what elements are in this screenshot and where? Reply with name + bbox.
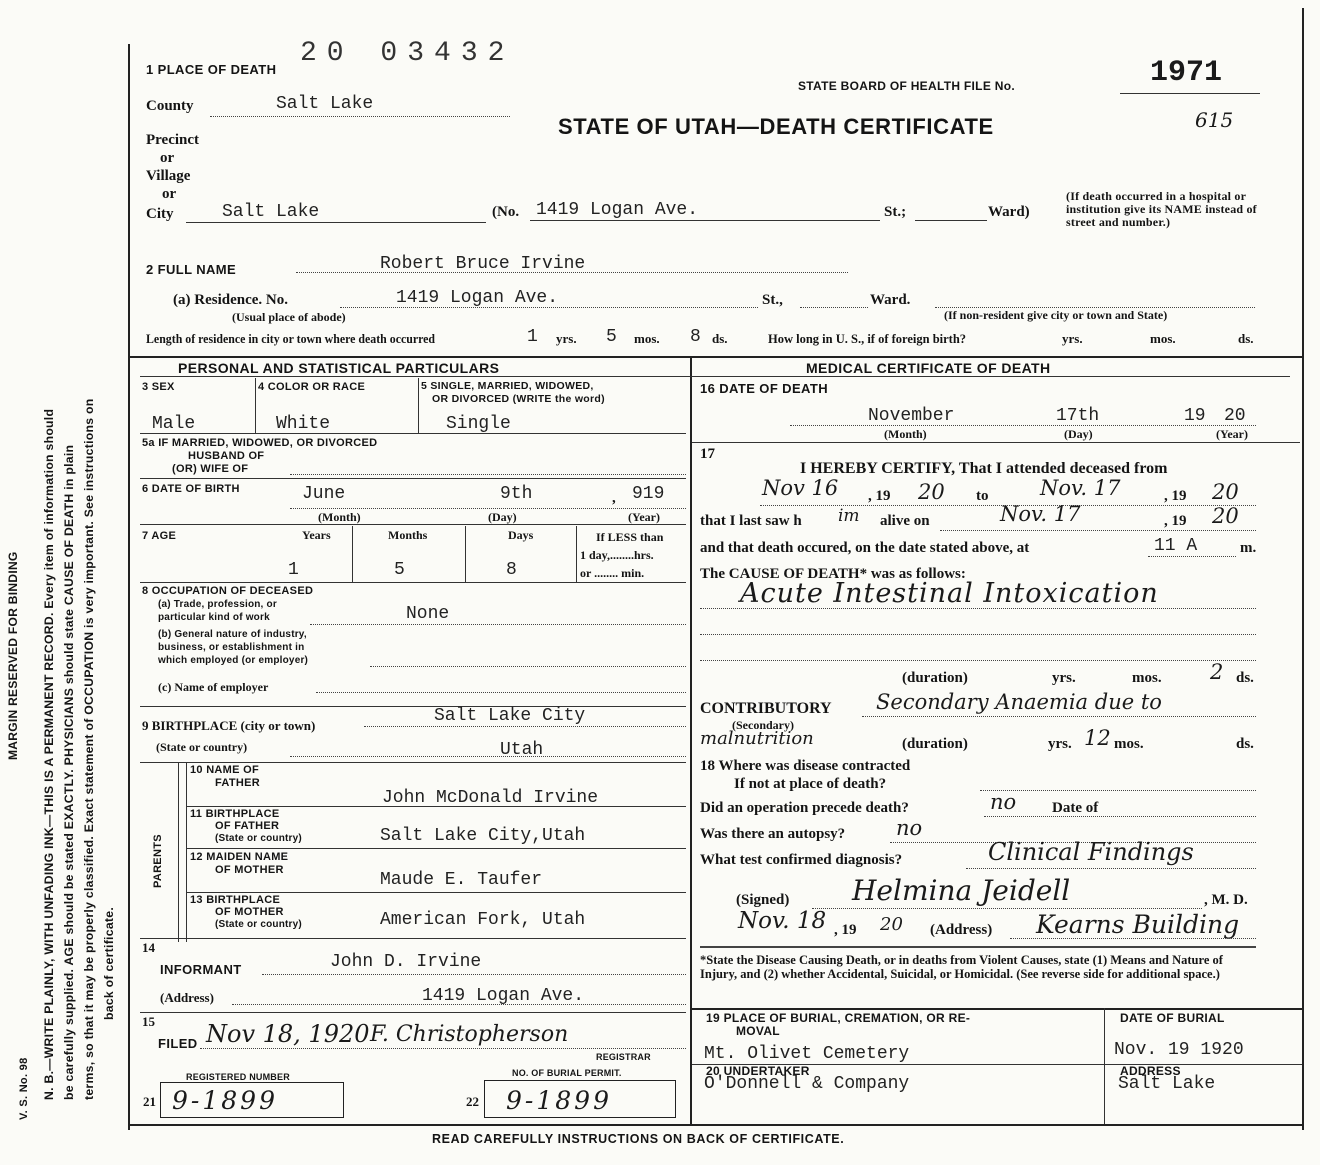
burial-label-1: 19 PLACE OF BURIAL, CREMATION, OR RE-: [706, 1011, 971, 1025]
medical-heading: MEDICAL CERTIFICATE OF DEATH: [806, 360, 1051, 376]
father-label-1: 10 NAME OF: [190, 764, 260, 776]
informant-row-line: [140, 1012, 686, 1013]
occupation-a-1: (a) Trade, profession, or: [158, 599, 277, 610]
filed-label: FILED: [158, 1036, 198, 1051]
age-label: 7 AGE: [142, 530, 177, 542]
serial-stamp: 20 03432: [300, 38, 515, 69]
footer-instructions: READ CAREFULLY INSTRUCTIONS ON BACK OF CERTIFICATE.: [432, 1132, 845, 1146]
item-17: 17: [700, 446, 715, 462]
margin-line-1: N. B.—WRITE PLAINLY, WITH UNFADING INK—THIS IS A PERMANENT RECORD. Every item of information should: [42, 408, 56, 1100]
signed-label: (Signed): [736, 892, 790, 908]
burial-label-2: MOVAL: [736, 1024, 780, 1038]
burial-top-line: [692, 1008, 1302, 1010]
less-than-3: or ........ min.: [580, 566, 645, 580]
physician-signature: Helmina Jeidell: [852, 874, 1071, 907]
usual-place-label: (Usual place of abode): [232, 310, 346, 324]
margin-line-2: be carefully supplied. AGE should be stated EXACTLY. PHYSICIANS should state CAUSE OF DEATH in plain: [62, 444, 76, 1100]
employer-line: [316, 692, 686, 693]
dod-row-line: [692, 442, 1300, 443]
alive-on-label: alive on: [880, 513, 930, 529]
father-bp-value: Salt Lake City,Utah: [380, 826, 586, 846]
ward-line: [915, 220, 987, 221]
last-saw-hand: im: [838, 506, 860, 526]
dod-month: November: [868, 406, 955, 426]
less-than-1: If LESS than: [596, 530, 664, 544]
heading-underline: [140, 376, 1290, 377]
md-label: , M. D.: [1204, 892, 1248, 908]
alive-year: 20: [1212, 504, 1239, 528]
city-value: Salt Lake: [222, 202, 320, 222]
occupation-value: None: [406, 604, 450, 624]
st-label: St.;: [884, 204, 907, 220]
test-line: [966, 868, 1256, 869]
dob-row-line: [140, 524, 686, 525]
mother-value: Maude E. Taufer: [380, 870, 543, 890]
reg-number-label: REGISTERED NUMBER: [186, 1072, 290, 1082]
father-row-line: [186, 806, 686, 807]
or-label-2: or: [162, 186, 177, 202]
dod-month-cap: (Month): [884, 427, 927, 441]
dob-day-cap: (Day): [488, 510, 517, 524]
spouse-line: [290, 474, 686, 475]
birthplace-line: [364, 726, 686, 727]
city-label: City: [146, 206, 174, 222]
length-ds-label: ds.: [712, 331, 728, 346]
marital-label-1: 5 SINGLE, MARRIED, WIDOWED,: [421, 380, 594, 392]
informant-label: INFORMANT: [160, 962, 242, 977]
residence-line: [340, 307, 758, 308]
personal-heading: PERSONAL AND STATISTICAL PARTICULARS: [178, 360, 500, 376]
contrib-duration-label: (duration): [902, 736, 968, 752]
filed-value: Nov 18, 1920: [206, 1020, 370, 1048]
item-15: 15: [142, 1014, 155, 1029]
years-cap: Years: [302, 528, 331, 542]
residence-ward-label: Ward.: [870, 292, 911, 308]
if-not-label: If not at place of death?: [734, 776, 887, 792]
dob-year-cap: (Year): [628, 510, 660, 524]
full-name-label: 2 FULL NAME: [146, 262, 237, 277]
birthplace-state-label: (State or country): [156, 740, 248, 754]
sign-year: 20: [880, 914, 903, 935]
certificate-title: STATE OF UTAH—DEATH CERTIFICATE: [558, 114, 994, 139]
cause-line-3: [700, 660, 1256, 661]
contributory-line: [862, 716, 1256, 717]
section-top-rule: [128, 356, 1304, 358]
age-divider-3: [576, 526, 577, 582]
length-ds: 8: [690, 327, 701, 347]
burial-divider: [1104, 1008, 1105, 1124]
from-year: 20: [918, 480, 945, 504]
sex-divider: [255, 378, 256, 434]
operation-label: Did an operation precede death?: [700, 800, 909, 816]
residence-value: 1419 Logan Ave.: [396, 288, 559, 308]
item-22: 22: [466, 1094, 479, 1109]
length-mos: 5: [606, 327, 617, 347]
or-label-1: or: [160, 150, 175, 166]
date-of-label: Date of: [1052, 800, 1099, 816]
days-cap: Days: [508, 528, 534, 542]
disease-contracted-line: [980, 790, 1256, 791]
birthplace-city: Salt Lake City: [434, 706, 586, 726]
mother-label-1: 12 MAIDEN NAME: [190, 851, 289, 863]
dod-line: [790, 425, 1256, 426]
operation-line: [984, 816, 1256, 817]
occupation-line: [310, 624, 686, 625]
street-value: 1419 Logan Ave.: [536, 200, 699, 220]
color-divider: [418, 378, 419, 434]
spouse-label-3: (OR) WIFE OF: [172, 463, 249, 475]
sex-row-line: [140, 433, 686, 434]
birthplace-label: 9 BIRTHPLACE (city or town): [142, 718, 316, 733]
last-saw-label: that I last saw h: [700, 513, 802, 529]
father-bp-row-line: [186, 848, 686, 849]
father-label-2: FATHER: [215, 777, 260, 789]
occurred-label: and that death occured, on the date stated above, at: [700, 540, 1030, 556]
less-than-2: 1 day,........hrs.: [580, 548, 654, 562]
color-label: 4 COLOR OR RACE: [258, 381, 366, 393]
cause-line-2: [700, 634, 1256, 635]
mother-row-line: [186, 892, 686, 893]
occupation-b-2: business, or establishment in: [158, 642, 305, 653]
undertaker-address: Salt Lake: [1118, 1074, 1216, 1094]
spouse-row-line: [140, 478, 686, 479]
age-divider-2: [465, 526, 466, 582]
father-bp-label-2: OF FATHER: [215, 820, 280, 832]
ward-label: Ward): [988, 204, 1030, 220]
undertaker-label: 20 UNDERTAKER: [706, 1064, 810, 1078]
contributory-1: Secondary Anaemia due to: [876, 690, 1162, 714]
mother-bp-value: American Fork, Utah: [380, 910, 586, 930]
from-19: , 19: [868, 488, 891, 504]
file-no: 1971: [1150, 56, 1223, 90]
certify-text: I HEREBY CERTIFY, That I attended deceased from: [800, 460, 1168, 477]
informant-address-label: (Address): [160, 990, 214, 1005]
us-mos-label: mos.: [1150, 331, 1176, 346]
margin-line-4: back of certificate.: [102, 906, 116, 1020]
county-label: County: [146, 98, 194, 114]
age-days: 8: [506, 560, 517, 580]
spouse-label-1: 5a IF MARRIED, WIDOWED, OR DIVORCED: [142, 437, 378, 449]
alive-19: , 19: [1164, 513, 1187, 529]
burial-date: Nov. 19 1920: [1114, 1040, 1244, 1060]
item-14: 14: [142, 940, 155, 955]
operation-value: no: [990, 790, 1017, 814]
county-value: Salt Lake: [276, 94, 374, 114]
item-18: 18 Where was disease contracted: [700, 758, 911, 774]
parents-divider-2: [186, 762, 187, 942]
occupation-label: 8 OCCUPATION OF DECEASED: [142, 585, 314, 597]
cause-mos-label: mos.: [1132, 670, 1162, 686]
months-cap: Months: [388, 528, 428, 542]
footnote-top-line: [700, 946, 1256, 948]
to-year: 20: [1212, 480, 1239, 504]
age-months: 5: [394, 560, 405, 580]
secondary-label: (Secondary): [732, 718, 794, 732]
autopsy-value: no: [896, 816, 923, 840]
cause-duration-label: (duration): [902, 670, 968, 686]
cause-yrs-label: yrs.: [1052, 670, 1076, 686]
margin-reserved: MARGIN RESERVED FOR BINDING: [6, 551, 20, 760]
informant-address-line: [232, 1004, 686, 1005]
occupation-row-line: [140, 706, 686, 707]
test-value: Clinical Findings: [988, 838, 1194, 866]
contrib-mos-label: mos.: [1114, 736, 1144, 752]
physician-address: Kearns Building: [1036, 910, 1240, 939]
age-divider-1: [352, 526, 353, 582]
street-no-label: (No.: [492, 204, 520, 220]
undertaker-value: O'Donnell & Company: [704, 1074, 910, 1094]
left-border: [128, 44, 130, 1130]
contrib-ds-label: ds.: [1236, 736, 1254, 752]
file-no-line: [1120, 93, 1260, 94]
time-line: [1148, 556, 1236, 557]
dob-month: June: [302, 484, 346, 504]
physician-address-label: (Address): [930, 922, 993, 938]
dob-label: 6 DATE OF BIRTH: [142, 483, 240, 495]
length-yrs: 1: [527, 327, 538, 347]
age-years: 1: [288, 560, 299, 580]
informant-value: John D. Irvine: [330, 952, 482, 972]
father-bp-label-3: (State or country): [215, 833, 302, 844]
parents-divider-1: [178, 762, 179, 942]
marital-label-2: OR DIVORCED (WRITE the word): [432, 393, 605, 405]
contrib-mos: 12: [1084, 726, 1111, 750]
length-residence-label: Length of residence in city or town where death occurred: [146, 332, 436, 346]
mother-bp-label-1: 13 BIRTHPLACE: [190, 894, 281, 906]
birthplace-state: Utah: [500, 740, 544, 760]
color-value: White: [276, 414, 331, 434]
reg-number-value: 9-1899: [172, 1086, 278, 1115]
mother-label-2: OF MOTHER: [215, 864, 284, 876]
nonresident-note: (If non-resident give city or town and State): [944, 308, 1168, 322]
cause-duration-ds: 2: [1210, 660, 1224, 684]
sex-value: Male: [152, 414, 196, 434]
length-yrs-label: yrs.: [556, 331, 577, 346]
place-of-death-label: 1 PLACE OF DEATH: [146, 62, 277, 77]
marital-value: Single: [446, 414, 511, 434]
hospital-note: (If death occurred in a hospital or institution give its NAME instead of street and number.): [1066, 189, 1257, 229]
m-label: m.: [1240, 540, 1257, 556]
registrar-label: REGISTRAR: [596, 1052, 651, 1062]
from-date: Nov 16: [762, 476, 839, 500]
burial-date-label: DATE OF BURIAL: [1120, 1011, 1225, 1025]
city-line: [186, 222, 486, 223]
cause-ds-label: ds.: [1236, 670, 1254, 686]
occupation-b-1: (b) General nature of industry,: [158, 629, 307, 640]
to-date: Nov. 17: [1040, 476, 1121, 500]
registrar-signature: F. Christopherson: [370, 1022, 569, 1047]
full-name-value: Robert Bruce Irvine: [380, 254, 586, 274]
occupation-c: (c) Name of employer: [158, 680, 269, 694]
death-time: 11 A: [1154, 536, 1198, 556]
dod-label: 16 DATE OF DEATH: [700, 381, 828, 396]
us-residence-label: How long in U. S., if of foreign birth?: [768, 332, 967, 346]
contributory-2: malnutrition: [700, 728, 814, 749]
street-line: [530, 220, 880, 221]
undertaker-address-label: ADDRESS: [1120, 1064, 1181, 1078]
filed-line: [200, 1048, 686, 1049]
us-ds-label: ds.: [1238, 331, 1254, 346]
physician-address-line: [1010, 938, 1256, 939]
dod-year: 20: [1224, 406, 1246, 426]
informant-line: [262, 974, 686, 975]
mother-bp-label-3: (State or country): [215, 919, 302, 930]
dod-day: 17th: [1056, 406, 1100, 426]
residence-label: (a) Residence. No.: [173, 292, 288, 308]
burial-permit-value: 9-1899: [506, 1086, 612, 1115]
bottom-border: [128, 1124, 1304, 1126]
informant-address: 1419 Logan Ave.: [422, 986, 585, 1006]
residence-st-label: St.,: [762, 292, 783, 308]
dob-line: [290, 508, 686, 509]
county-line: [210, 116, 510, 117]
occupation-b-3: which employed (or employer): [158, 655, 309, 666]
birthplace-state-line: [290, 756, 686, 757]
sign-19: , 19: [834, 922, 857, 938]
sign-date: Nov. 18: [738, 908, 827, 934]
cause-line-1: [700, 608, 1256, 609]
dod-year-cap: (Year): [1216, 427, 1248, 441]
footnote: *State the Disease Causing Death, or in deaths from Violent Causes, state (1) Means and Nature of Injury, and (2) whether Accidental, Suicidal, or Homicidal. (See reverse side for additional space.): [700, 953, 1223, 981]
us-yrs-label: yrs.: [1062, 331, 1083, 346]
dob-month-cap: (Month): [318, 510, 361, 524]
file-no-label: STATE BOARD OF HEALTH FILE No.: [798, 79, 1015, 93]
right-border: [1302, 8, 1304, 1130]
full-name-line: [296, 272, 848, 273]
age-row-line: [140, 582, 686, 583]
form-number: V. S. No. 98: [18, 1057, 30, 1120]
parents-bottom-line: [140, 938, 686, 939]
birthplace-row-line: [140, 762, 686, 763]
alive-line: [940, 530, 1256, 531]
burial-permit-label: NO. OF BURIAL PERMIT.: [512, 1068, 622, 1078]
margin-line-3: terms, so that it may be properly classified. Exact statement of OCCUPATION is very important. See instructions on: [82, 398, 96, 1100]
item-21: 21: [143, 1094, 156, 1109]
hand-note: 615: [1195, 108, 1234, 132]
occupation-a-2: particular kind of work: [158, 612, 270, 623]
village-label: Village: [146, 168, 191, 184]
precinct-label: Precinct: [146, 132, 200, 148]
test-label: What test confirmed diagnosis?: [700, 852, 903, 868]
cause-label: The CAUSE OF DEATH* was as follows:: [700, 566, 966, 582]
alive-date: Nov. 17: [1000, 502, 1081, 526]
parents-label: PARENTS: [152, 834, 164, 888]
residence-ward-line: [800, 307, 868, 308]
contrib-yrs-label: yrs.: [1048, 736, 1072, 752]
contributory-label: CONTRIBUTORY: [700, 700, 832, 717]
father-bp-label-1: 11 BIRTHPLACE: [190, 808, 280, 820]
dob-year: 919: [632, 484, 665, 504]
to-label: to: [976, 488, 989, 504]
spouse-label-2: HUSBAND OF: [188, 450, 265, 462]
cause-value: Acute Intestinal Intoxication: [740, 578, 1159, 609]
dob-comma: ,: [612, 490, 616, 506]
signed-line: [812, 908, 1202, 909]
burial-place: Mt. Olivet Cemetery: [704, 1044, 910, 1064]
to-19: , 19: [1164, 488, 1187, 504]
father-value: John McDonald Irvine: [382, 788, 599, 808]
mother-bp-label-2: OF MOTHER: [215, 906, 284, 918]
dob-day: 9th: [500, 484, 533, 504]
autopsy-label: Was there an autopsy?: [700, 826, 846, 842]
length-mos-label: mos.: [634, 331, 660, 346]
occupation-b-line: [370, 666, 686, 667]
dod-year-pre: 19: [1184, 406, 1206, 426]
sex-label: 3 SEX: [142, 381, 175, 393]
dod-day-cap: (Day): [1064, 427, 1093, 441]
